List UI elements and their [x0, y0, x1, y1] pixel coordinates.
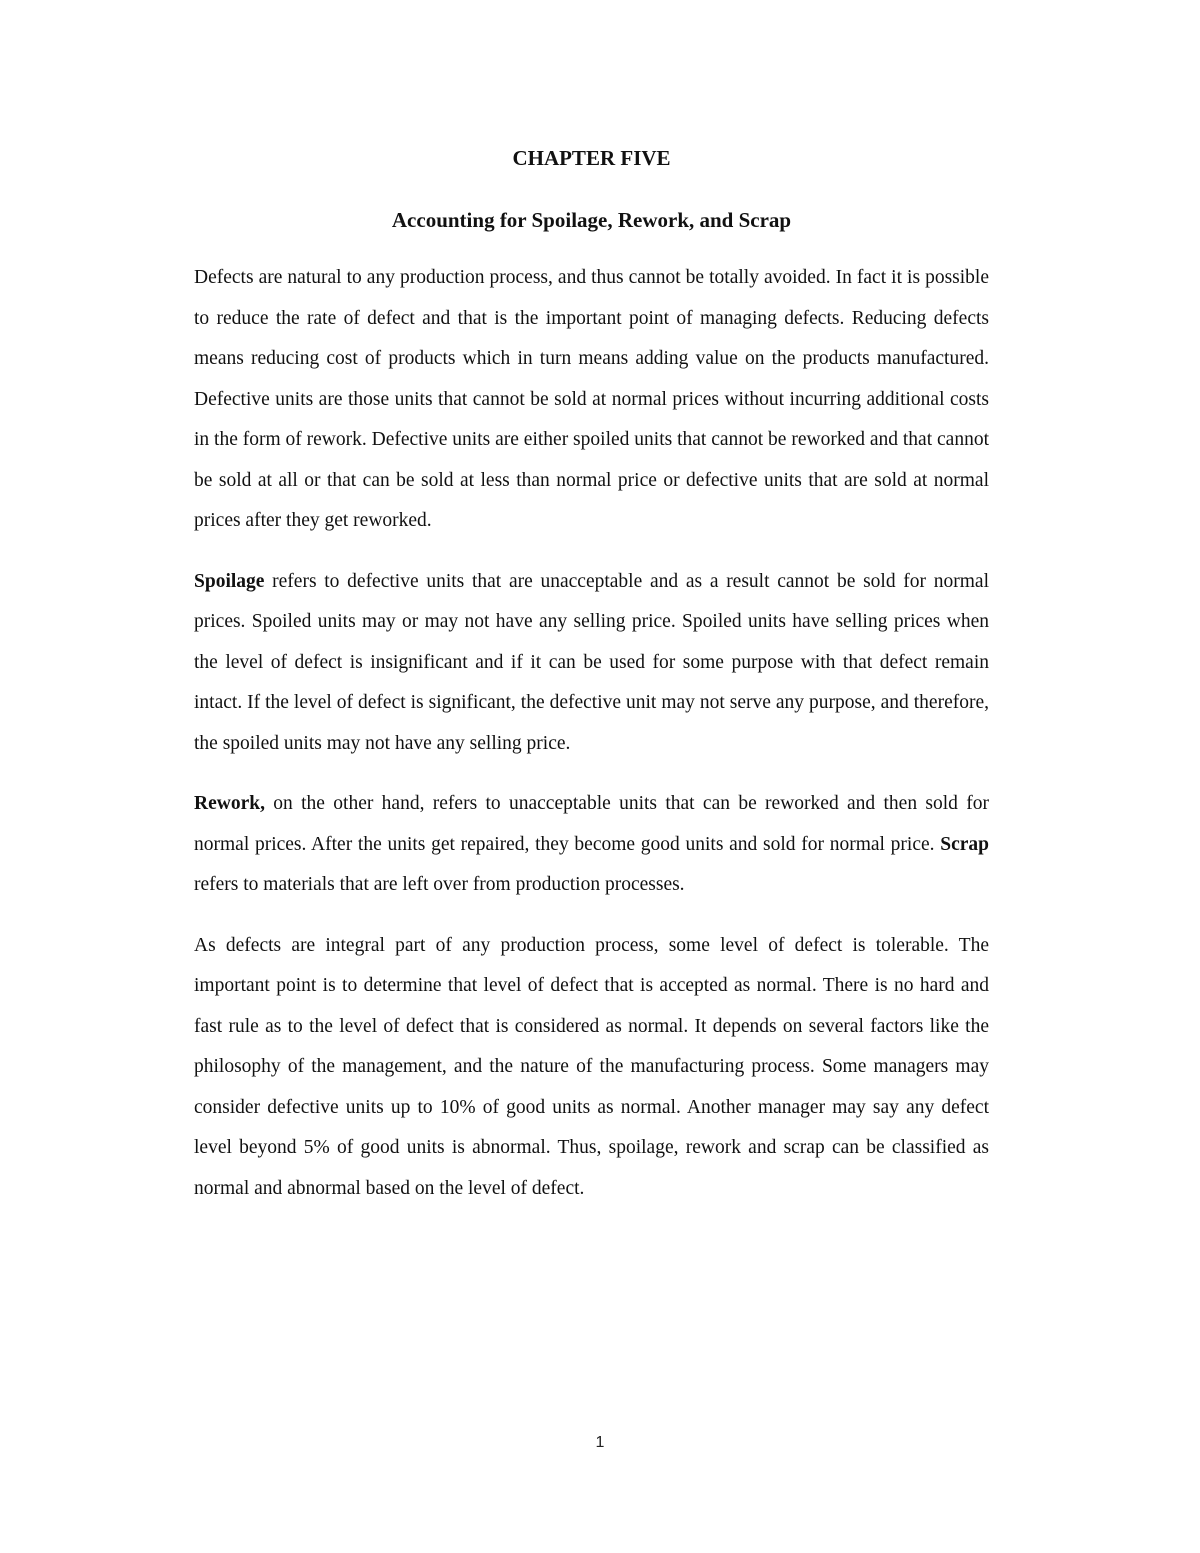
- paragraph-defects-intro: Defects are natural to any production process, and thus cannot be totally avoided. In fact it is possible to reduce the rate of defect and that is the important point of managing defects. Reducing defects means reducing cost of products which in turn means adding value on the products manufactured. Defective units are those units that cannot be sold at normal prices without incurring additional costs in the form of rework. Defective units are either spoiled units that cannot be reworked and that cannot be sold at all or that can be sold at less than normal price or defective units that are sold at normal prices after they get reworked.: [194, 267, 989, 531]
- paragraph-spoilage: [194, 562, 989, 765]
- chapter-title: CHAPTER FIVE: [512, 146, 671, 170]
- chapter-subtitle: Accounting for Spoilage, Rework, and Scrap: [391, 208, 792, 232]
- term-scrap: Scrap: [940, 833, 989, 855]
- scrap-definition-text: refers to materials that are left over from production processes.: [194, 874, 685, 895]
- paragraph-rework-scrap: [194, 784, 989, 906]
- term-spoilage: Spoilage: [194, 570, 265, 592]
- spoilage-definition-text: refers to defective units that are unacceptable and as a result cannot be sold for normal prices. Spoiled units may or may not have any selling price. Spoiled units have selling prices when the level of defect is insignificant and if it can be used for some purpose with that defect remain intact. If the level of defect is significant, the defective unit may not serve any purpose, and therefore, the spoiled units may not have any selling price.: [194, 570, 989, 754]
- page-number: 1: [595, 1434, 605, 1451]
- page-content: [194, 138, 989, 1209]
- paragraph-normal-abnormal: As defects are integral part of any production process, some level of defect is tolerable. The important point is to determine that level of defect that is accepted as normal. There is no hard and fast rule as to the level of defect that is considered as normal. It depends on several factors like the philosophy of the management, and the nature of the manufacturing process. Some managers may consider defective units up to 10% of good units as normal. Another manager may say any defect level beyond 5% of good units is abnormal. Thus, spoilage, rework and scrap can be classified as normal and abnormal based on the level of defect.: [194, 934, 989, 1199]
- rework-definition-text: on the other hand, refers to unacceptable units that can be reworked and then sold for normal prices. After the units get repaired, they become good units and sold for normal price.: [194, 793, 989, 855]
- term-rework: Rework,: [194, 793, 265, 814]
